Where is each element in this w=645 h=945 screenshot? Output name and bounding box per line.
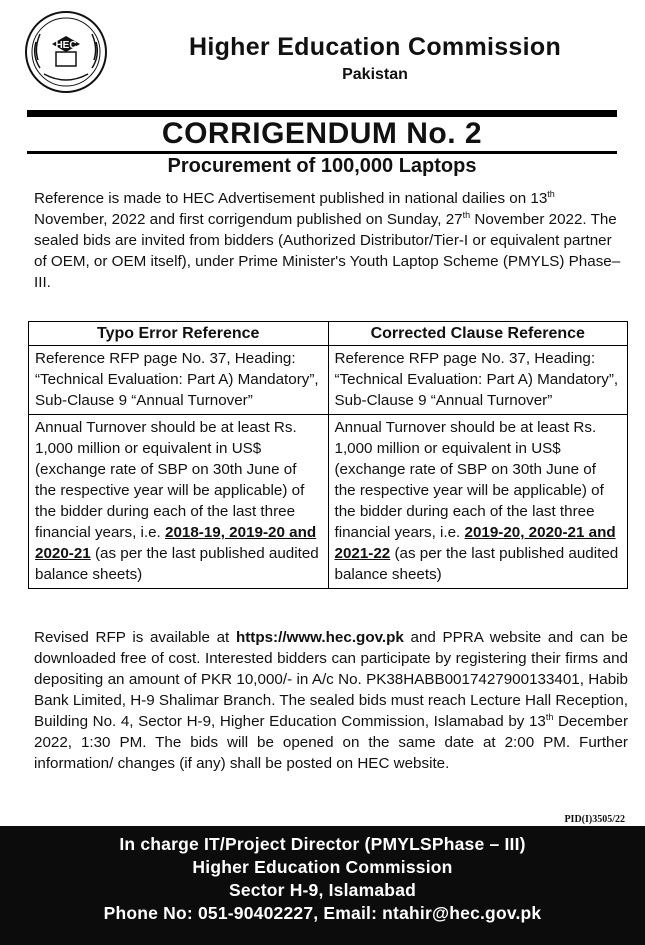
corrected-clause-cell: Annual Turnover should be at least Rs. 1,000 million or equivalent in US$ (exchange rate of SBP on 30th June of the respective year will be applicable) of the bidder during each of the last three financial years, i.e. 2019-20, 2020-21 and 2021-22 (as per the last published audited balance sheets) <box>328 415 628 589</box>
svg-text:HEC: HEC <box>55 40 77 51</box>
closing-paragraph: Revised RFP is available at https://www.hec.gov.pk and PPRA website and can be downloaded free of cost. Interested bidders can participate by registering their firms and depositing an amount of PKR 10,000/- in A/c No. PK38HABB0017427900133401, Habib Bank Limited, H-9 Shalimar Branch. The sealed bids must reach Lecture Hall Reception, Building No. 4, Sector H-9, Higher Education Commission, Islamabad by 13th December 2022, 1:30 PM. The bids will be opened on the same date at 2:00 PM. Further information/ changes (if any) shall be posted on HEC website. <box>34 629 629 772</box>
pid-number: PID(I)3505/22 <box>564 814 625 825</box>
title-banner <box>27 110 617 180</box>
typo-years: 2018-19, 2019-20 and 2020-21 <box>35 524 317 562</box>
contact-phone-email: Phone No: 051-90402227, Email: ntahir@hec.gov.pk <box>103 903 542 923</box>
contact-designation: In charge IT/Project Director (PMYLSPhase – III) <box>119 834 526 854</box>
column-header-corrected: Corrected Clause Reference <box>328 322 628 346</box>
notice-title: CORRIGENDUM No. 2 <box>27 117 617 151</box>
reference-table <box>28 321 628 589</box>
contact-organization: Higher Education Commission <box>192 857 453 877</box>
org-country: Pakistan <box>342 66 408 83</box>
column-header-typo: Typo Error Reference <box>29 322 329 346</box>
org-name: Higher Education Commission <box>188 33 562 61</box>
notice-subtitle: Procurement of 100,000 Laptops <box>27 154 617 180</box>
table-header-row <box>29 322 628 346</box>
table-row <box>29 346 628 415</box>
hec-logo <box>24 10 108 94</box>
contact-address: Sector H-9, Islamabad <box>228 880 417 900</box>
corrected-heading-cell: Reference RFP page No. 37, Heading: “Technical Evaluation: Part A) Mandatory”, Sub-Clause 9 “Annual Turnover” <box>328 346 628 415</box>
contact-footer <box>0 826 645 945</box>
intro-paragraph: Reference is made to HEC Advertisement published in national dailies on 13th November, 2022 and first corrigendum published on Sunday, 27th November 2022. The sealed bids are invited from bidders (Authorized Distributor/Tier-I or equivalent partner of OEM, or OEM itself), under Prime Minister's Youth Laptop Scheme (PMYLS) Phase–III. <box>34 188 621 291</box>
header <box>0 0 645 104</box>
typo-clause-cell: Annual Turnover should be at least Rs. 1,000 million or equivalent in US$ (exchange rate of SBP on 30th June of the respective year will be applicable) of the bidder during each of the last three financial years, i.e. 2018-19, 2019-20 and 2020-21 (as per the last published audited balance sheets) <box>29 415 329 589</box>
typo-heading-cell: Reference RFP page No. 37, Heading: “Technical Evaluation: Part A) Mandatory”, Sub-Clause 9 “Annual Turnover” <box>29 346 329 415</box>
table-row <box>29 415 628 589</box>
corrected-years: 2019-20, 2020-21 and 2021-22 <box>334 524 616 562</box>
website-url[interactable]: https://www.hec.gov.pk <box>235 629 404 646</box>
